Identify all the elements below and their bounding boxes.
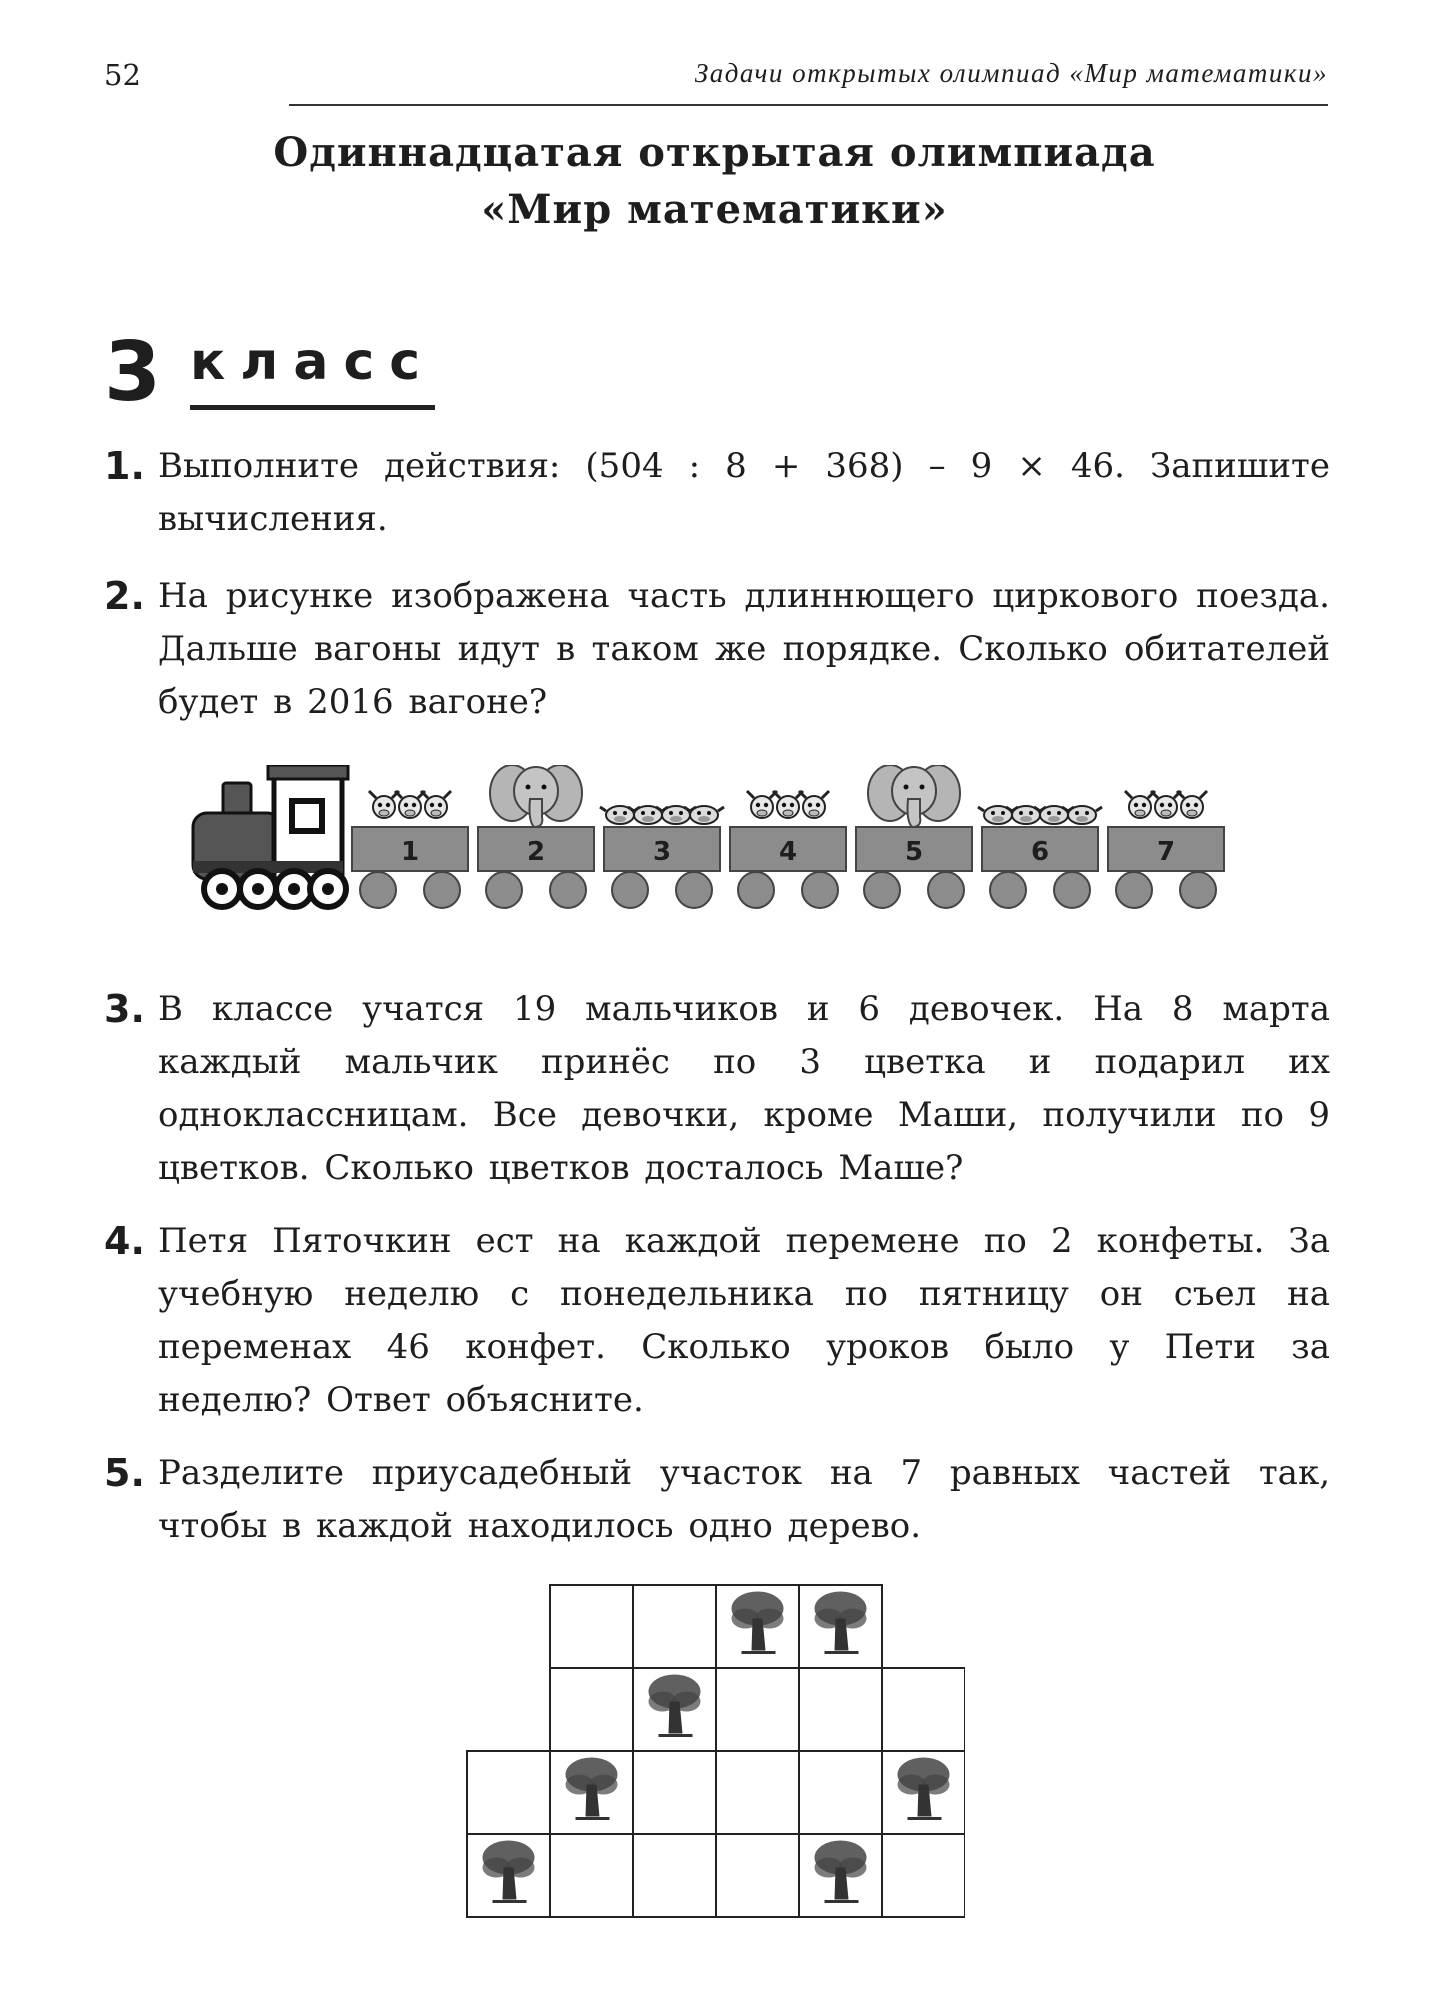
olympiad-title-line1: Одиннадцатая открытая олимпиада (273, 129, 1156, 176)
wagon-number: 4 (778, 837, 798, 867)
header-rule (289, 104, 1328, 106)
olympiad-title-line2: «Мир математики» (481, 186, 948, 233)
wagon-4 (730, 791, 846, 908)
plot-cell (716, 1585, 799, 1668)
problem-text: Разделите приусадебный участок на 7 равных частей так, чтобы в каждой находилось одно дерево. (158, 1453, 1330, 1546)
wheel (928, 872, 964, 908)
plot-cell (550, 1751, 633, 1834)
wheel (550, 872, 586, 908)
wheel (1180, 872, 1216, 908)
wheel (424, 872, 460, 908)
wheel (676, 872, 712, 908)
cows-passengers (600, 806, 724, 824)
wheel (486, 872, 522, 908)
plot-cell (882, 1668, 965, 1751)
problem-1 (104, 440, 1330, 546)
wheel (738, 872, 774, 908)
elephant-passengers (868, 765, 960, 827)
plot-grid (465, 1583, 965, 1923)
problem-2 (104, 570, 1330, 729)
plot-cell (467, 1834, 550, 1917)
wagon-6 (978, 806, 1102, 908)
plot-grid-figure (465, 1583, 965, 1923)
wheel (864, 872, 900, 908)
goats-passengers (1125, 791, 1207, 818)
grade-word: класс (190, 332, 436, 392)
wheel (802, 872, 838, 908)
plot-cell (799, 1585, 882, 1668)
goats-passengers (747, 791, 829, 818)
wagon-3 (600, 806, 724, 908)
problem-number: 4. (104, 1219, 145, 1263)
wheel (612, 872, 648, 908)
running-title: Задачи открытых олимпиад «Мир математики» (694, 58, 1328, 88)
plot-cell (799, 1834, 882, 1917)
wagon-7 (1108, 791, 1224, 908)
wheel (360, 872, 396, 908)
wagon-number: 3 (652, 837, 672, 867)
wagon-5 (856, 765, 972, 908)
plot-cell (716, 1751, 799, 1834)
circus-train-figure (190, 765, 1240, 925)
problem-4 (104, 1215, 1330, 1427)
plot-cell (633, 1668, 716, 1751)
plot-cell (799, 1668, 882, 1751)
plot-cell (633, 1834, 716, 1917)
wagon-number: 7 (1156, 837, 1176, 867)
locomotive-icon (193, 765, 348, 907)
plot-cell (467, 1751, 550, 1834)
problem-text: На рисунке изображена часть длиннющего циркового поезда. Дальше вагоны идут в таком же порядке. Сколько обитателей будет в 2016 вагоне? (158, 576, 1330, 722)
wheel (1116, 872, 1152, 908)
wagon-1 (352, 791, 468, 908)
wagon-number: 1 (400, 837, 420, 867)
problem-number: 5. (104, 1451, 145, 1495)
plot-cell (633, 1585, 716, 1668)
grade-underline (190, 405, 435, 410)
problem-3 (104, 983, 1330, 1195)
plot-cell (716, 1668, 799, 1751)
problem-text: Петя Пяточкин ест на каждой перемене по 2 конфеты. За учебную неделю с понедельника по пятницу он съел на переменах 46 конфет. Сколько уроков было у Пети за неделю? Ответ объясните. (158, 1221, 1330, 1420)
problem-5 (104, 1447, 1330, 1553)
problem-number: 2. (104, 574, 145, 618)
problem-number: 3. (104, 987, 145, 1031)
cows-passengers (978, 806, 1102, 824)
plot-cell (633, 1751, 716, 1834)
grade-number: 3 (104, 325, 162, 420)
problem-text: В классе учатся 19 мальчиков и 6 девочек. На 8 марта каждый мальчик принёс по 3 цветка и подарил их одноклассницам. Все девочки, кроме Маши, получили по 9 цветков. Сколько цветков досталось Маше? (158, 989, 1330, 1188)
plot-cell (882, 1834, 965, 1917)
elephant-passengers (490, 765, 582, 827)
page-number: 52 (104, 58, 141, 92)
wheel (1054, 872, 1090, 908)
olympiad-title (0, 124, 1429, 238)
wagon-number: 6 (1030, 837, 1050, 867)
plot-cell (550, 1668, 633, 1751)
wagon-number: 2 (526, 837, 546, 867)
plot-cell (799, 1751, 882, 1834)
goats-passengers (369, 791, 451, 818)
wagon-number: 5 (904, 837, 924, 867)
plot-cell (882, 1751, 965, 1834)
plot-cell (716, 1834, 799, 1917)
plot-cell (550, 1834, 633, 1917)
wagon-2 (478, 765, 594, 908)
problem-text: Выполните действия: (504 : 8 + 368) – 9 × 46. Запишите вычисления. (158, 446, 1330, 539)
running-head (0, 0, 1429, 120)
problem-number: 1. (104, 444, 145, 488)
wheel (990, 872, 1026, 908)
circus-train (190, 765, 1240, 925)
plot-cell (550, 1585, 633, 1668)
